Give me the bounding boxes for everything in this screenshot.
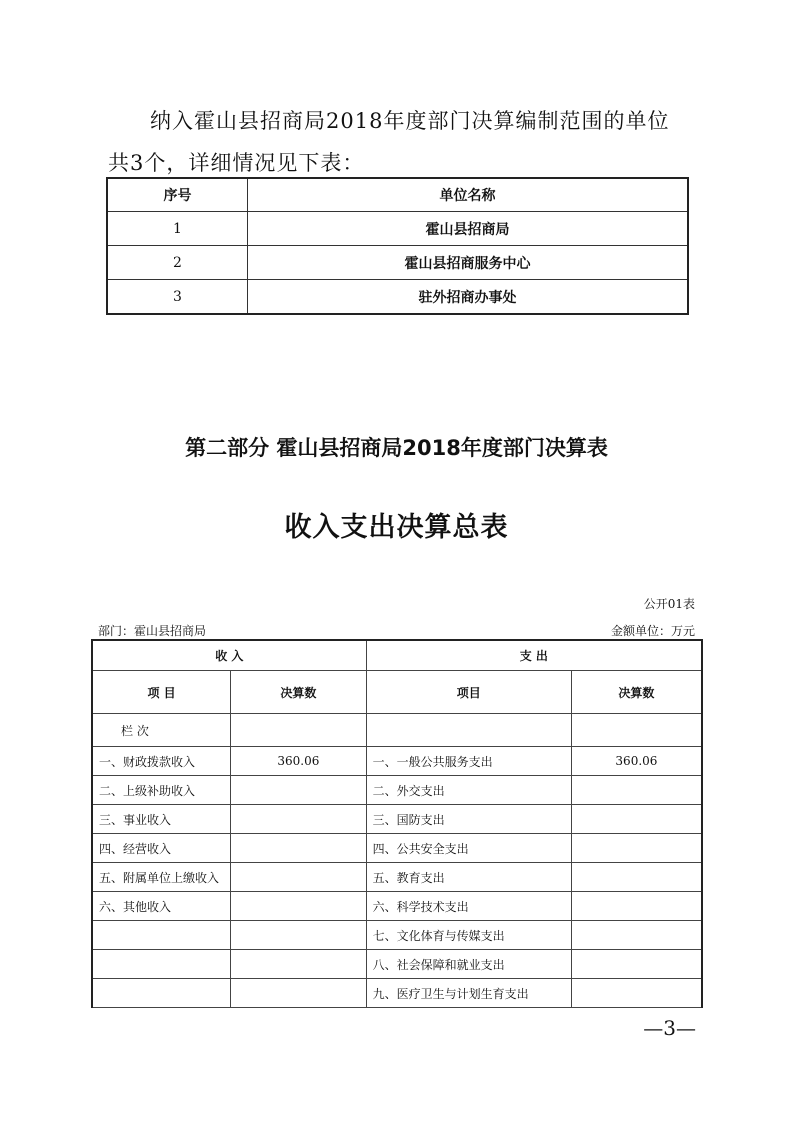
lanci-label: 栏 次: [92, 714, 231, 747]
summary-header-row: [92, 640, 702, 671]
expense-item: 二、外交支出: [366, 776, 571, 805]
table-row: [92, 776, 702, 805]
income-amount: [231, 892, 367, 921]
form-number: 公开01表: [643, 597, 695, 611]
units-table-header: [107, 178, 688, 212]
table-row: [107, 280, 688, 315]
income-header: 收 入: [92, 640, 366, 671]
expense-item: 三、国防支出: [366, 805, 571, 834]
unit-name: 驻外招商办事处: [248, 280, 688, 315]
income-item: 二、上级补助收入: [92, 776, 231, 805]
unit-serial: 2: [107, 246, 248, 280]
income-item: 三、事业收入: [92, 805, 231, 834]
page-number: —3—: [643, 1016, 696, 1040]
expense-item: 七、文化体育与传媒支出: [366, 921, 571, 950]
income-amount: [231, 863, 367, 892]
part-title: 第二部分 霍山县招商局2018年度部门决算表: [185, 436, 608, 460]
summary-column-row: [92, 671, 702, 714]
expense-amount: [571, 892, 702, 921]
table-row: [92, 834, 702, 863]
table-row: [92, 863, 702, 892]
income-item: 五、附属单位上缴收入: [92, 863, 231, 892]
expense-item: 九、医疗卫生与计划生育支出: [366, 979, 571, 1008]
units-table: [106, 177, 689, 315]
expense-amount: [571, 834, 702, 863]
income-amount: [231, 921, 367, 950]
col-income-amount: 决算数: [231, 671, 367, 714]
expense-amount: [571, 805, 702, 834]
col-income-item: 项 目: [92, 671, 231, 714]
income-amount: 360.06: [231, 747, 367, 776]
expense-item: 一、一般公共服务支出: [366, 747, 571, 776]
header-unit-name: 单位名称: [248, 178, 688, 212]
department-label: 部门：霍山县招商局: [98, 624, 207, 638]
lanci-cell: [571, 714, 702, 747]
table-title: 收入支出决算总表: [284, 512, 509, 543]
col-expense-amount: 决算数: [571, 671, 702, 714]
expense-amount: [571, 950, 702, 979]
expense-item: 六、科学技术支出: [366, 892, 571, 921]
unit-name: 霍山县招商服务中心: [248, 246, 688, 280]
expense-amount: [571, 776, 702, 805]
table-row: [92, 805, 702, 834]
income-amount: [231, 979, 367, 1008]
income-amount: [231, 834, 367, 863]
income-amount: [231, 805, 367, 834]
income-expense-summary-table: [91, 639, 703, 1008]
table-row: [92, 747, 702, 776]
table-row: [92, 979, 702, 1008]
amount-unit-label: 金额单位：万元: [610, 624, 695, 638]
lanci-row: [92, 714, 702, 747]
intro-line-2: 共3个，详细情况见下表：: [108, 151, 365, 175]
expense-item: 五、教育支出: [366, 863, 571, 892]
table-row: [92, 892, 702, 921]
expense-amount: [571, 863, 702, 892]
income-item: 一、财政拨款收入: [92, 747, 231, 776]
unit-serial: 1: [107, 212, 248, 246]
income-item: [92, 979, 231, 1008]
expense-amount: 360.06: [571, 747, 702, 776]
table-row: [92, 921, 702, 950]
income-item: [92, 950, 231, 979]
col-expense-item: 项目: [366, 671, 571, 714]
table-row: [107, 212, 688, 246]
header-serial: 序号: [107, 178, 248, 212]
expense-amount: [571, 979, 702, 1008]
lanci-cell: [231, 714, 367, 747]
unit-name: 霍山县招商局: [248, 212, 688, 246]
unit-serial: 3: [107, 280, 248, 315]
income-item: 六、其他收入: [92, 892, 231, 921]
income-item: 四、经营收入: [92, 834, 231, 863]
expense-header: 支 出: [366, 640, 702, 671]
income-item: [92, 921, 231, 950]
expense-item: 四、公共安全支出: [366, 834, 571, 863]
table-row: [92, 950, 702, 979]
expense-item: 八、社会保障和就业支出: [366, 950, 571, 979]
intro-line-1: 纳入霍山县招商局2018年度部门决算编制范围的单位: [150, 109, 670, 133]
expense-amount: [571, 921, 702, 950]
income-amount: [231, 950, 367, 979]
intro-paragraph: [108, 100, 708, 184]
lanci-cell: [366, 714, 571, 747]
table-row: [107, 246, 688, 280]
income-amount: [231, 776, 367, 805]
